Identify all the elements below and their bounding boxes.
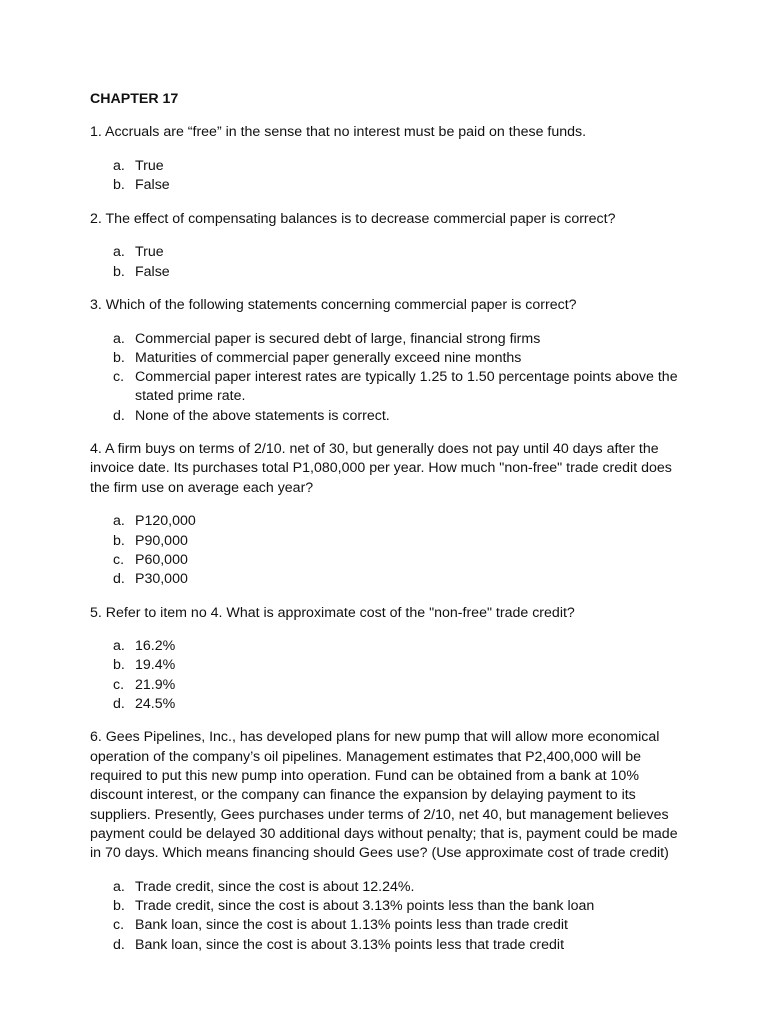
- choice-item: [90, 330, 690, 349]
- choice-item: [90, 243, 690, 262]
- choice-item: [90, 407, 690, 426]
- choice-letter: b.: [113, 657, 125, 674]
- choice-item: [90, 349, 690, 368]
- choice-text: False: [135, 263, 170, 280]
- choice-text: Bank loan, since the cost is about 3.13% points less that trade credit: [135, 936, 565, 953]
- choice-letter: b.: [113, 349, 125, 366]
- question-3: [90, 296, 690, 426]
- choice-item: [90, 368, 690, 407]
- choice-item: [90, 878, 690, 897]
- choice-letter: b.: [113, 263, 125, 280]
- choice-list: [90, 157, 690, 196]
- choice-item: [90, 637, 690, 656]
- choice-text: False: [135, 177, 170, 194]
- choice-letter: b.: [113, 532, 125, 549]
- choice-letter: a.: [113, 878, 125, 895]
- choice-letter: a.: [113, 157, 125, 174]
- choice-letter: c.: [113, 676, 125, 693]
- choice-letter: b.: [113, 898, 125, 915]
- question-1: [90, 123, 690, 195]
- choice-list: [90, 637, 690, 714]
- choice-text: P120,000: [135, 513, 196, 530]
- question-stem: 4. A firm buys on terms of 2/10. net of 30, but generally does not pay until 40 days after the invoice date. Its purchases total P1,080,000 per year. How much "non-free" trade credit does the firm use on average each year?: [90, 441, 672, 496]
- choice-text: P90,000: [135, 532, 188, 549]
- choice-item: [90, 897, 690, 916]
- choice-list: [90, 512, 690, 589]
- choice-letter: d.: [113, 407, 125, 424]
- choice-item: [90, 532, 690, 551]
- choice-text: Trade credit, since the cost is about 12.24%.: [135, 878, 415, 895]
- choice-text: Bank loan, since the cost is about 1.13% points less than trade credit: [135, 917, 568, 934]
- choice-text: Trade credit, since the cost is about 3.13% points less than the bank loan: [135, 898, 595, 915]
- choice-item: [90, 936, 690, 955]
- choice-text: Maturities of commercial paper generally exceed nine months: [135, 349, 522, 366]
- choice-item: [90, 551, 690, 570]
- choice-text: 21.9%: [135, 676, 176, 693]
- question-stem: 3. Which of the following statements concerning commercial paper is correct?: [90, 297, 577, 314]
- choice-item: [90, 263, 690, 282]
- chapter-title: CHAPTER 17: [90, 91, 179, 107]
- choice-text: True: [135, 244, 164, 261]
- choice-text: None of the above statements is correct.: [135, 407, 390, 424]
- choice-letter: a.: [113, 330, 125, 347]
- choice-text: 19.4%: [135, 657, 176, 674]
- question-stem: 5. Refer to item no 4. What is approximate cost of the "non-free" trade credit?: [90, 604, 575, 621]
- choice-item: [90, 676, 690, 695]
- choice-letter: d.: [113, 936, 125, 953]
- choice-letter: d.: [113, 571, 125, 588]
- choice-letter: a.: [113, 513, 125, 530]
- choice-list: [90, 243, 690, 282]
- choice-letter: c.: [113, 917, 125, 934]
- question-stem: 2. The effect of compensating balances is to decrease commercial paper is correct?: [90, 210, 616, 227]
- choice-item: [90, 176, 690, 195]
- choice-letter: b.: [113, 177, 125, 194]
- choice-item: [90, 656, 690, 675]
- choice-text: True: [135, 157, 164, 174]
- choice-item: [90, 695, 690, 714]
- question-stem: 1. Accruals are “free” in the sense that no interest must be paid on these funds.: [90, 124, 587, 141]
- choice-letter: c.: [113, 551, 125, 568]
- choice-text: Commercial paper interest rates are typically 1.25 to 1.50 percentage points above the stated prime rate.: [135, 369, 678, 405]
- choice-item: [90, 157, 690, 176]
- choice-item: [90, 512, 690, 531]
- choice-letter: a.: [113, 638, 125, 655]
- choice-item: [90, 570, 690, 589]
- choice-text: Commercial paper is secured debt of large, financial strong firms: [135, 330, 541, 347]
- choice-letter: c.: [113, 369, 125, 386]
- choice-letter: d.: [113, 696, 125, 712]
- choice-text: 16.2%: [135, 638, 176, 655]
- question-stem: 6. Gees Pipelines, Inc., has developed plans for new pump that will allow more economical operation of the company’s oil pipelines. Management estimates that P2,400,000 will be required to put this new pump into operation. Fund can be obtained from a bank at 10% discount interest, or the company can finance the expansion by delaying payment to its suppliers. Presently, Gees purchases under terms of 2/10, net 40, but management believes payment could be delayed 30 additional days without penalty; that is, payment could be made in 70 days. Which means financing should Gees use? (Use approximate cost of trade credit): [90, 729, 678, 862]
- question-5: [90, 604, 690, 715]
- choice-text: 24.5%: [135, 696, 176, 712]
- choice-item: [90, 916, 690, 935]
- question-2: [90, 210, 690, 282]
- choice-text: P30,000: [135, 571, 188, 588]
- choice-letter: a.: [113, 244, 125, 261]
- document-page: [90, 90, 690, 967]
- question-4: [90, 440, 690, 589]
- choice-text: P60,000: [135, 551, 188, 568]
- choice-list: [90, 878, 690, 955]
- choice-list: [90, 330, 690, 426]
- question-6: [90, 728, 690, 954]
